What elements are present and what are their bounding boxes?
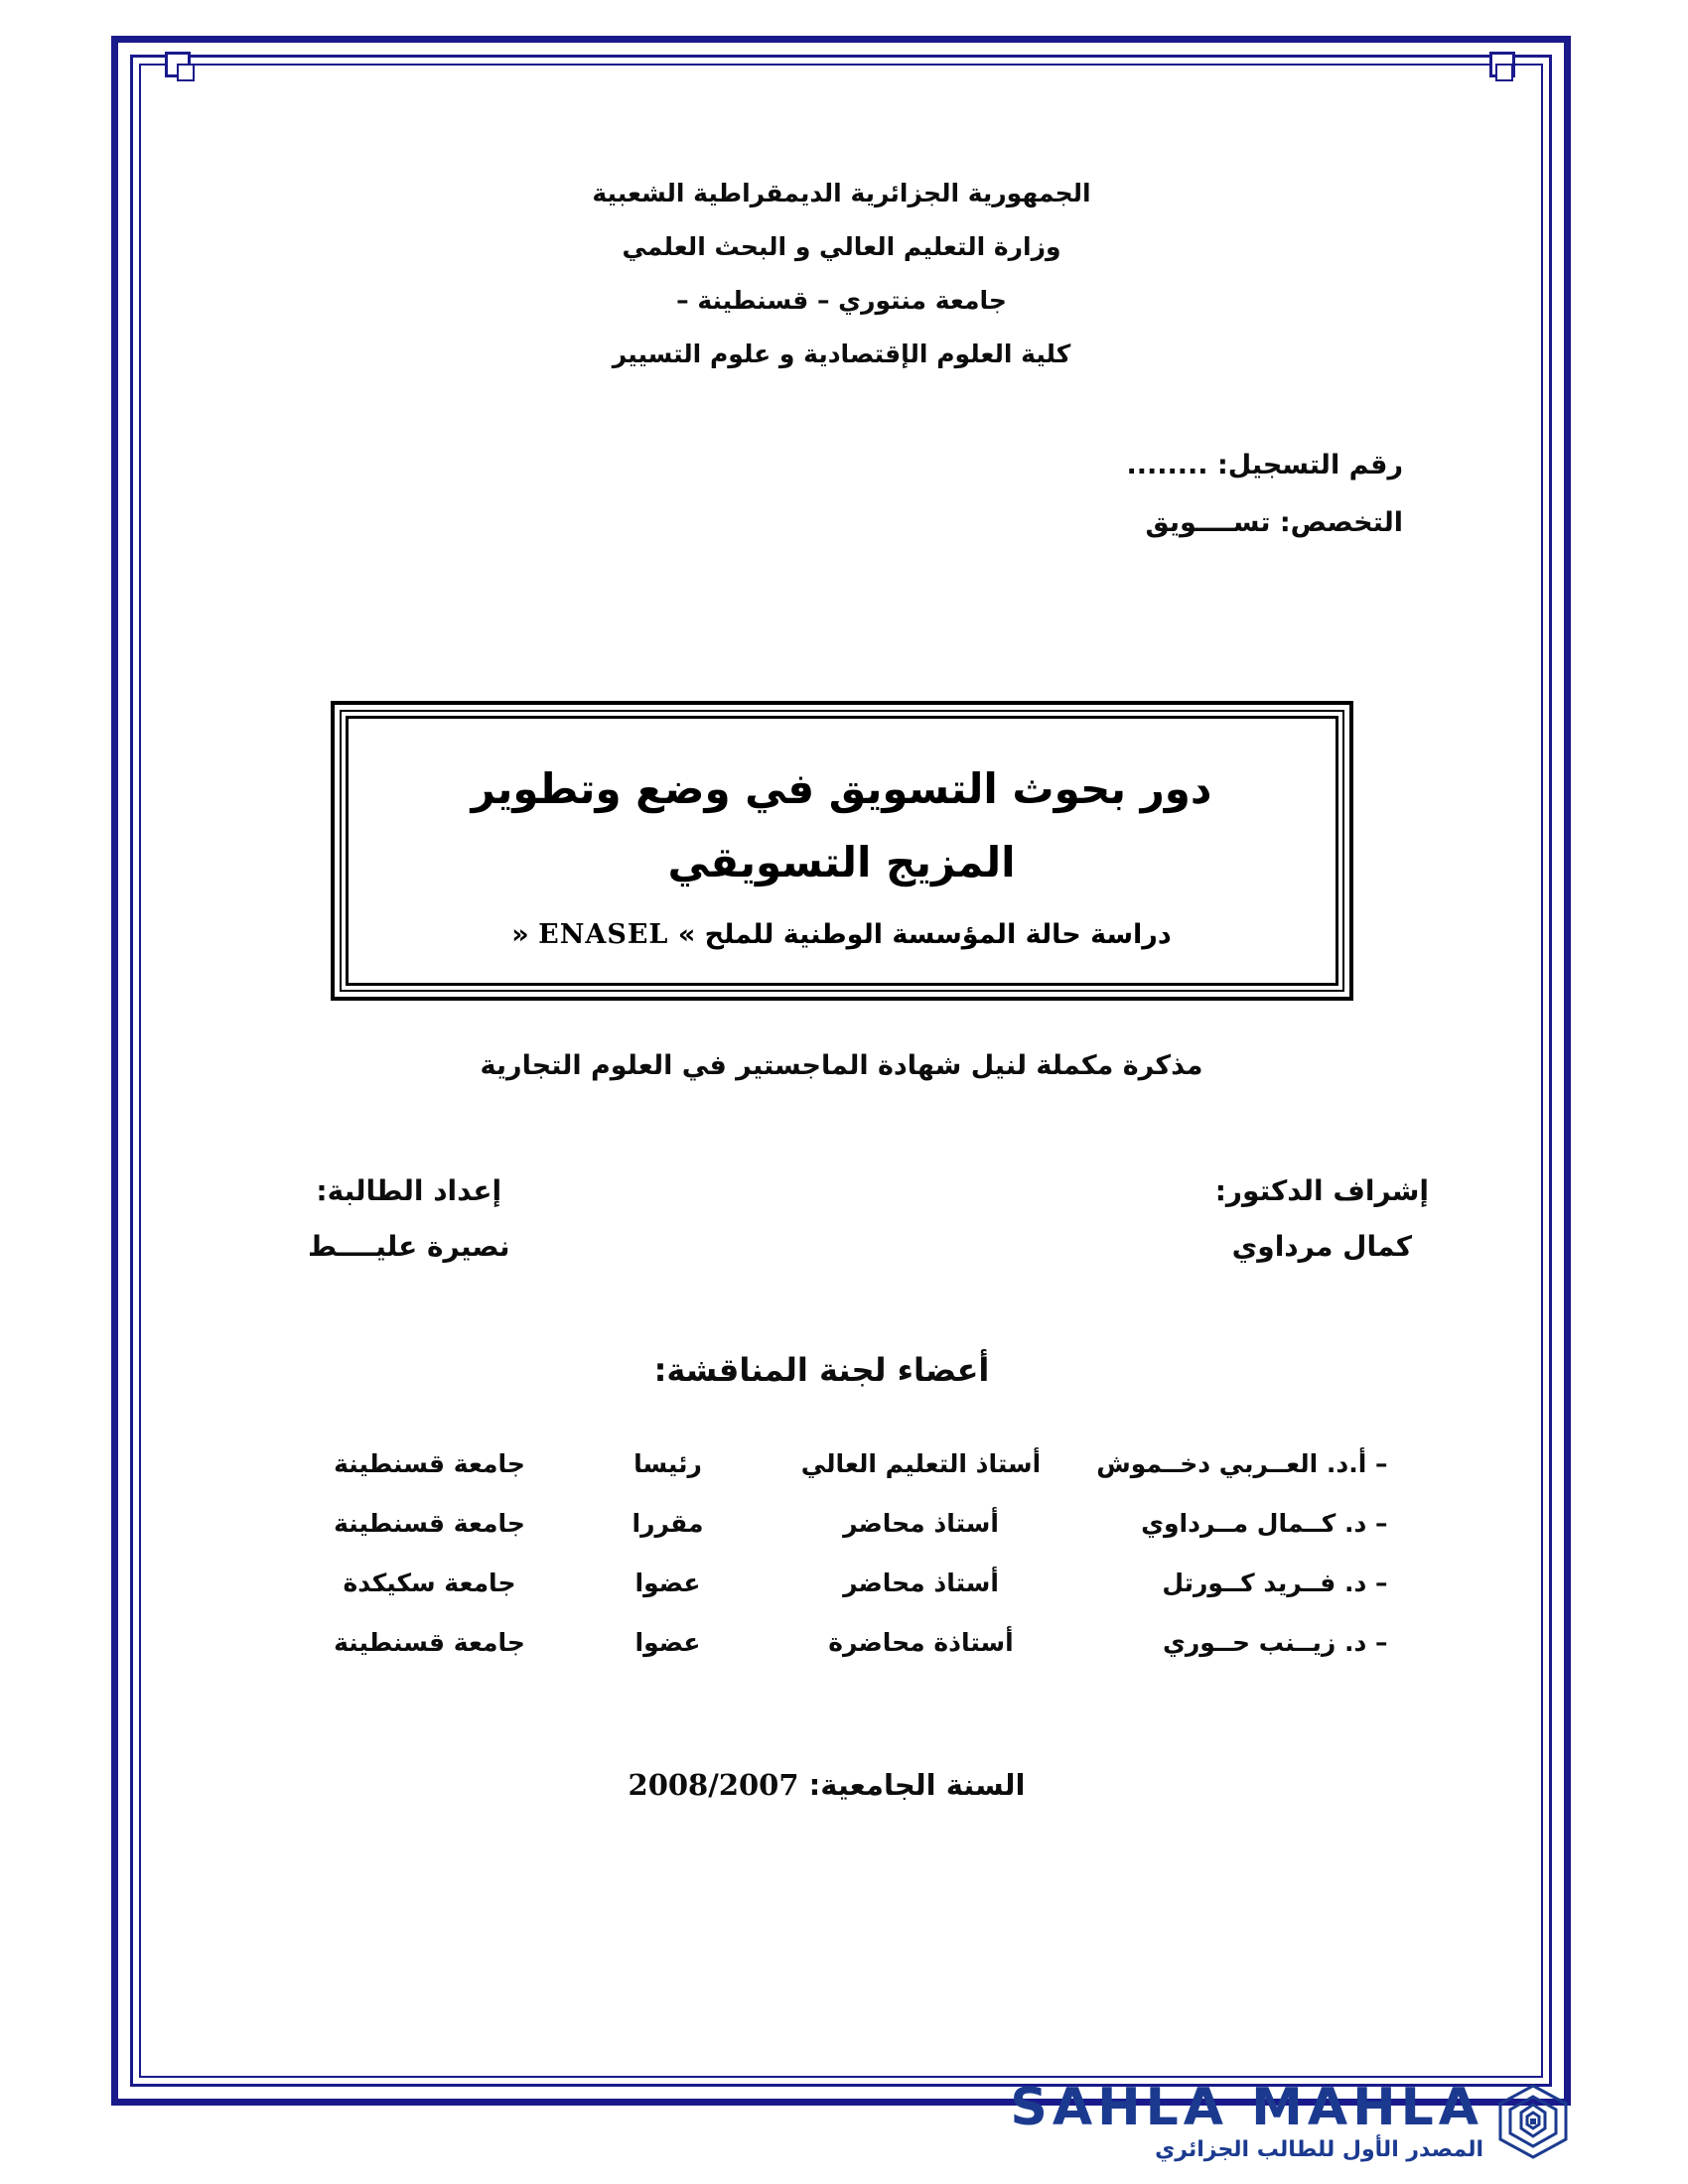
specialty-value: تســــويق bbox=[1145, 507, 1271, 538]
jury-member-rank: أستاذ محاضر bbox=[843, 1569, 999, 1597]
watermark-text-block bbox=[1010, 2080, 1483, 2162]
title-box-outer-border bbox=[331, 701, 1353, 1001]
header-line-university: جامعة منتوري – قسنطينة – bbox=[676, 286, 1007, 315]
jury-table bbox=[296, 1434, 1388, 1673]
registration-number-value: ........ bbox=[1126, 450, 1208, 480]
registration-number-label: رقم التسجيل: bbox=[1216, 450, 1403, 480]
title-box-wrapper bbox=[159, 701, 1524, 1001]
table-row bbox=[296, 1494, 1388, 1554]
header-line-faculty: كلية العلوم الإقتصادية و علوم التسيير bbox=[612, 340, 1071, 368]
authorship-block bbox=[159, 1166, 1524, 1278]
jury-member-rank: أستاذة محاضرة bbox=[828, 1628, 1014, 1657]
page-content bbox=[159, 79, 1524, 2060]
jury-member-rank: أستاذ محاضر bbox=[843, 1509, 999, 1538]
supervisor-role-label: إشراف الدكتور: bbox=[1214, 1174, 1429, 1207]
watermark-subtitle: المصدر الأول للطالب الجزائري bbox=[1155, 2137, 1483, 2162]
jury-member-name: – أ.د. العــربي دخــموش bbox=[1096, 1449, 1388, 1478]
thesis-subtitle bbox=[374, 913, 1310, 957]
header-line-ministry: وزارة التعليم العالي و البحث العلمي bbox=[622, 232, 1061, 261]
jury-member-role: مقررا bbox=[632, 1509, 704, 1538]
watermark-title: SAHLA MAHLA bbox=[1010, 2078, 1483, 2137]
specialty-label: التخصص: bbox=[1279, 507, 1403, 538]
jury-member-role: عضوا bbox=[634, 1569, 701, 1597]
thesis-subtitle-suffix: « bbox=[511, 919, 529, 950]
sahla-mahla-logo-icon bbox=[1497, 2083, 1569, 2160]
thesis-title-line-2: المزيج التسويقي bbox=[667, 838, 1016, 887]
title-box-middle-border bbox=[340, 710, 1344, 992]
thesis-title-line-1: دور بحوث التسويق في وضع وتطوير bbox=[471, 764, 1212, 813]
university-header bbox=[159, 167, 1524, 381]
jury-member-name: – د. زيــنب حــوري bbox=[1162, 1628, 1388, 1657]
header-line-republic: الجمهورية الجزائرية الديمقراطية الشعبية bbox=[592, 179, 1091, 207]
table-row bbox=[296, 1434, 1388, 1494]
jury-member-name: – د. كــمال مــرداوي bbox=[1141, 1509, 1388, 1538]
academic-year-value: 2008/2007 bbox=[628, 1768, 799, 1802]
jury-member-role: رئيسا bbox=[633, 1449, 702, 1478]
student-name: نصيرة عليــــط bbox=[308, 1230, 510, 1263]
jury-heading: أعضاء لجنة المناقشة: bbox=[653, 1351, 990, 1389]
academic-year-label: السنة الجامعية: bbox=[808, 1768, 1026, 1802]
sahla-mahla-watermark bbox=[1010, 2080, 1569, 2162]
jury-member-name: – د. فــريد كــورتل bbox=[1162, 1569, 1388, 1597]
supervisor-column bbox=[1215, 1166, 1429, 1278]
jury-member-university: جامعة سكيكدة bbox=[343, 1569, 516, 1597]
thesis-subtitle-company: ENASEL bbox=[538, 919, 669, 950]
registration-block bbox=[159, 437, 1524, 552]
thesis-subtitle-prefix: دراسة حالة المؤسسة الوطنية للملح » bbox=[677, 919, 1172, 950]
registration-number-row bbox=[159, 437, 1403, 494]
academic-year-line bbox=[159, 1768, 1524, 1802]
table-row bbox=[296, 1554, 1388, 1613]
degree-statement: مذكرة مكملة لنيل شهادة الماجستير في العلوم التجارية bbox=[480, 1050, 1203, 1081]
jury-member-rank: أستاذ التعليم العالي bbox=[800, 1449, 1042, 1478]
thesis-title-box bbox=[346, 716, 1338, 986]
student-role-label: إعداد الطالبة: bbox=[316, 1174, 502, 1207]
jury-member-university: جامعة قسنطينة bbox=[334, 1628, 525, 1657]
jury-member-university: جامعة قسنطينة bbox=[334, 1509, 525, 1538]
student-column bbox=[308, 1166, 509, 1278]
supervisor-name: كمال مرداوي bbox=[1231, 1230, 1413, 1263]
jury-member-role: عضوا bbox=[634, 1628, 701, 1657]
table-row bbox=[296, 1613, 1388, 1673]
specialty-row bbox=[159, 494, 1403, 552]
jury-member-university: جامعة قسنطينة bbox=[334, 1449, 525, 1478]
